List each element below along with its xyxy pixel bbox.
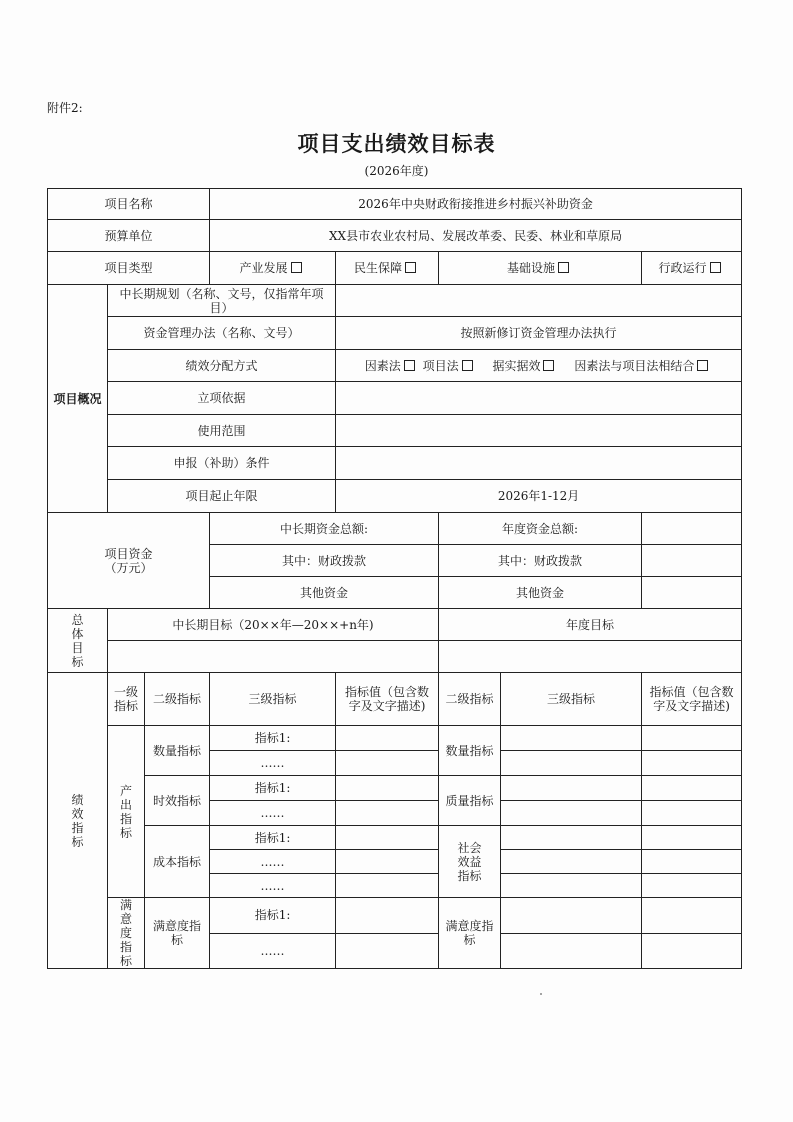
col-level2-right: 二级指标 [439,673,501,726]
scan-speck [540,993,542,995]
annual-goal-label: 年度目标 [439,609,742,641]
indicator-item: 指标1: [210,726,336,751]
type-option-administration: 行政运行 [642,252,742,285]
indicator-item: …… [210,933,336,969]
long-term-other-label: 其他资金 [210,577,439,609]
indicator-item: 指标1: [210,826,336,850]
budget-unit-value: XX县市农业农村局、发展改革委、民委、林业和草原局 [210,220,742,252]
col-level1: 一级指标 [108,673,145,726]
satisfaction-right-label: 满意度指标 [439,898,501,969]
indicator-row [48,898,742,934]
indicator-item: …… [210,874,336,898]
project-type-label: 项目类型 [48,252,210,285]
checkbox-icon [558,262,569,273]
row-approval-basis [48,382,742,415]
mgmt-value: 按照新修订资金管理办法执行 [336,317,742,350]
indicator-item: 指标1: [210,776,336,801]
indicator-item: …… [210,850,336,874]
performance-target-table [47,188,742,969]
output-indicator-label: 产出指标 [108,726,145,898]
period-value: 2026年1-12月 [336,480,742,513]
long-term-fiscal-label: 其中：财政拨款 [210,545,439,577]
quantity-indicator-label: 数量指标 [145,726,210,776]
row-application-condition [48,447,742,480]
project-name-value: 2026年中央财政衔接推进乡村振兴补助资金 [210,189,742,220]
annual-total-label: 年度资金总额: [439,513,642,545]
row-goals-header [48,609,742,641]
budget-unit-label: 预算单位 [48,220,210,252]
checkbox-icon [291,262,302,273]
row-goals-content [48,641,742,673]
funds-label: 项目资金 （万元） [48,513,210,609]
checkbox-icon [404,360,415,371]
attachment-label: 附件2: [47,101,83,115]
indicator-row [48,826,742,850]
alloc-options: 因素法 项目法 据实据效 因素法与项目法相结合 [336,350,742,382]
timeliness-indicator-label: 时效指标 [145,776,210,826]
type-option-industry: 产业发展 [210,252,336,285]
row-usage-scope [48,415,742,447]
row-project-type [48,252,742,285]
indicator-row [48,776,742,801]
quality-right-label: 质量指标 [439,776,501,826]
satisfaction-l1-label: 满意度指标 [108,898,145,969]
indicator-section-label: 绩效指标 [48,673,108,969]
row-funds-total [48,513,742,545]
cost-indicator-label: 成本指标 [145,826,210,898]
long-term-goal-label: 中长期目标（20××年—20××+n年) [108,609,439,641]
year-label: (2026年度) [364,164,429,178]
page-title: 项目支出绩效目标表 [297,132,496,156]
type-option-livelihood: 民生保障 [336,252,439,285]
checkbox-icon [543,360,554,371]
row-project-name [48,189,742,220]
indicator-item: …… [210,801,336,826]
period-label: 项目起止年限 [108,480,336,513]
plan-value [336,285,742,317]
col-value-right: 指标值（包含数字及文字描述) [642,673,742,726]
col-level3-right: 三级指标 [501,673,642,726]
col-level2: 二级指标 [145,673,210,726]
checkbox-icon [462,360,473,371]
checkbox-icon [405,262,416,273]
quantity-right-label: 数量指标 [439,726,501,776]
overall-goal-label: 总体目标 [48,609,108,673]
type-option-infrastructure: 基础设施 [439,252,642,285]
indicator-row [48,726,742,751]
social-right-label: 社会效益指标 [439,826,501,898]
alloc-label: 绩效分配方式 [108,350,336,382]
row-allocation-method [48,350,742,382]
plan-label: 中长期规划（名称、文号，仅指常年项目） [108,285,336,317]
indicator-item: …… [210,751,336,776]
project-name-label: 项目名称 [48,189,210,220]
annual-other-label: 其他资金 [439,577,642,609]
annual-fiscal-label: 其中：财政拨款 [439,545,642,577]
row-long-term-plan [48,285,742,317]
condition-label: 申报（补助）条件 [108,447,336,480]
row-budget-unit [48,220,742,252]
scope-label: 使用范围 [108,415,336,447]
col-level3: 三级指标 [210,673,336,726]
basis-label: 立项依据 [108,382,336,415]
mgmt-label: 资金管理办法（名称、文号） [108,317,336,350]
long-term-total-label: 中长期资金总额: [210,513,439,545]
satisfaction-l2-label: 满意度指标 [145,898,210,969]
checkbox-icon [697,360,708,371]
checkbox-icon [710,262,721,273]
row-indicator-header [48,673,742,726]
indicator-item: 指标1: [210,898,336,934]
row-fund-management [48,317,742,350]
row-project-period [48,480,742,513]
col-value-left: 指标值（包含数字及文字描述) [336,673,439,726]
overview-section-label: 项目概况 [48,285,108,513]
